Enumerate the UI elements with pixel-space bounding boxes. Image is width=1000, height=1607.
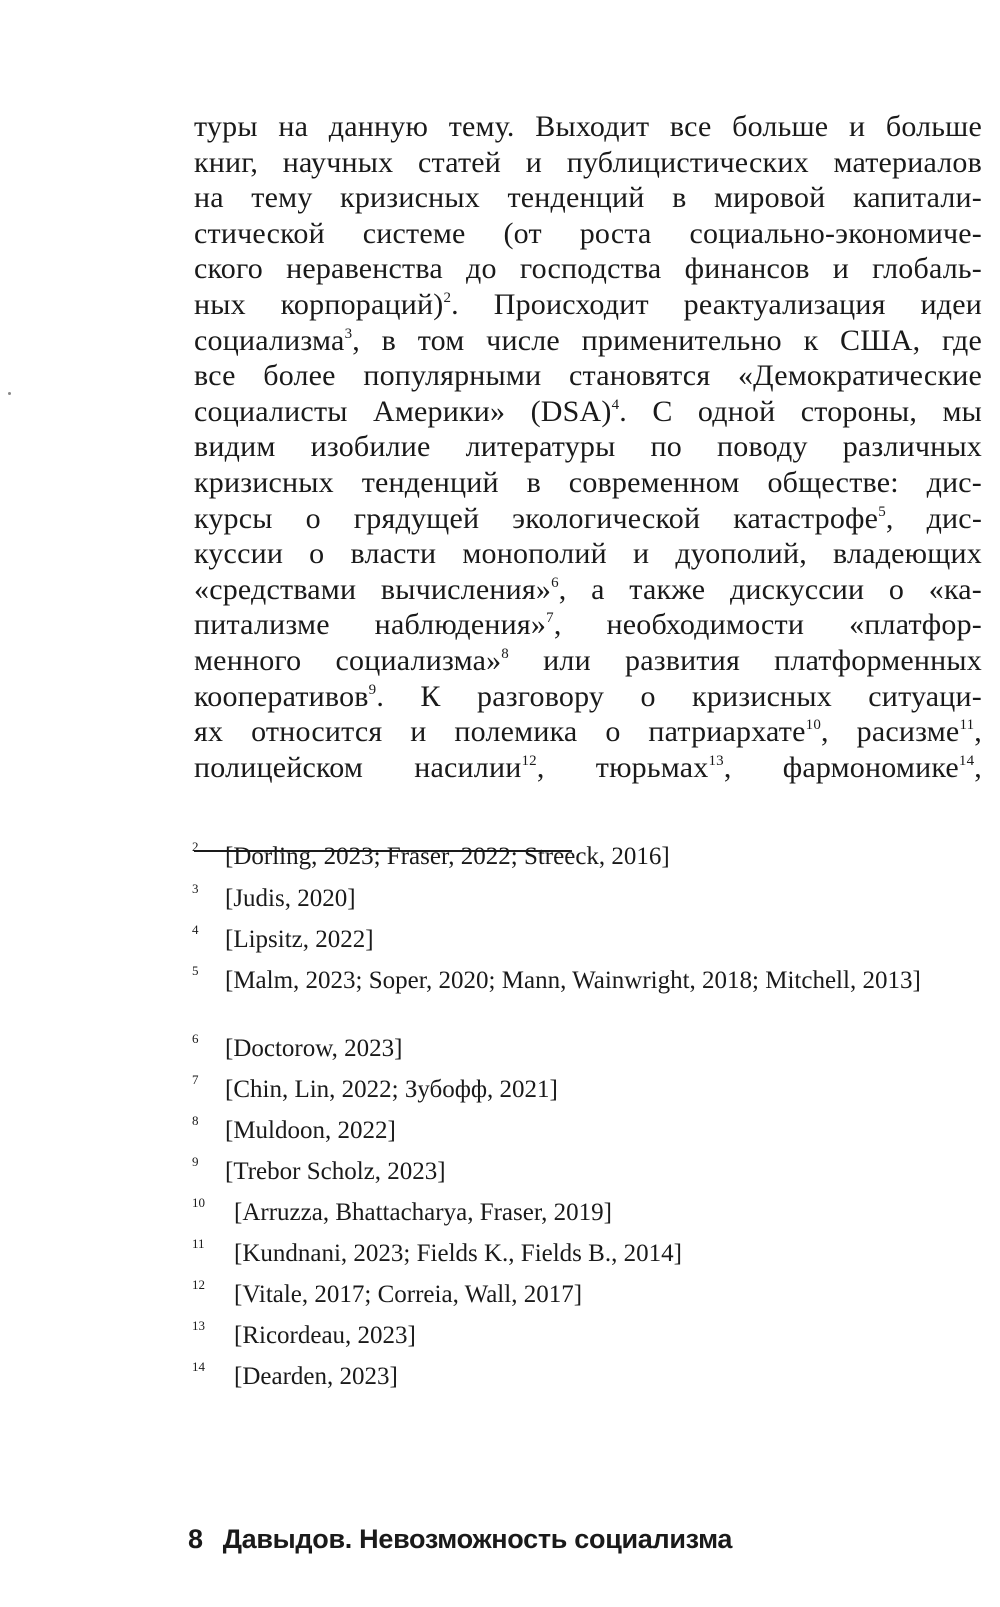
body-line (194, 642, 982, 679)
footnote-number: 14 (192, 1359, 205, 1374)
body-line (194, 428, 982, 465)
body-line (194, 606, 982, 643)
body-line (194, 179, 982, 216)
body-text-run: ского неравенства до господства финансов и глобаль- (194, 252, 982, 286)
footnote (192, 1318, 982, 1351)
footnote-number: 8 (192, 1113, 199, 1128)
footnote (192, 1359, 982, 1392)
footnote-number: 3 (192, 881, 199, 896)
body-line (194, 393, 982, 430)
footnote-citation: [Ricordeau, 2023] (234, 1322, 416, 1349)
body-line (194, 464, 982, 501)
body-text-run: . К разговору о кризисных ситуаци- (376, 679, 982, 713)
footnote-citation: [Dearden, 2023] (234, 1363, 398, 1390)
footnote (192, 1154, 982, 1187)
footnote-number: 10 (192, 1195, 205, 1210)
body-text-run: «средствами вычисления» (194, 572, 552, 606)
body-text-run: . Происходит реактуализация идеи (451, 288, 983, 321)
body-text-run: туры на данную тему. Выходит все больше и больше (194, 110, 982, 143)
body-text-run: , фармономике (723, 750, 959, 784)
body-text-run: менного социализма» (194, 644, 502, 677)
body-text-run: , тюрьмах (536, 750, 709, 784)
footnote (192, 1072, 982, 1105)
footnote (192, 963, 982, 996)
footnote-number: 11 (192, 1236, 205, 1251)
body-text-run: . С одной стороны, мы (619, 394, 982, 428)
footnote-citation: [Kundnani, 2023; Fields K., Fields B., 2014] (234, 1240, 682, 1267)
footnote-citation: [Dorling, 2023; Fraser, 2022; Streeck, 2016] (225, 843, 670, 870)
page-footer (188, 1524, 732, 1555)
body-line (194, 535, 982, 572)
footnote-citation: [Lipsitz, 2022] (225, 926, 374, 953)
body-text-run: кризисных тенденций в современном обществе: дис- (194, 466, 982, 499)
body-text-run: , необходимости «платфор- (553, 608, 982, 642)
footnote (192, 922, 982, 955)
body-text-run: социалисты Америки» (DSA) (194, 394, 612, 428)
footnote-number: 12 (192, 1277, 205, 1292)
body-text-run: ях относится и полемика о патриархате (194, 715, 806, 749)
footnote-ref: 6 (551, 574, 559, 591)
body-text-run: питализме наблюдения» (194, 608, 547, 642)
footnote-ref: 9 (368, 681, 377, 698)
footnote (192, 881, 982, 914)
footnote-ref: 8 (501, 646, 509, 662)
body-text-run: , (974, 715, 982, 749)
footnote-citation: [Chin, Lin, 2022; Зубофф, 2021] (225, 1076, 558, 1103)
footnote-ref: 10 (805, 717, 822, 734)
footnote-citation: [Vitale, 2017; Correia, Wall, 2017] (234, 1281, 583, 1308)
footnote-ref: 7 (546, 610, 554, 627)
footnote-ref: 3 (344, 325, 353, 342)
body-text-run: все более популярными становятся «Демократические (194, 359, 982, 393)
footnote-citation: [Trebor Scholz, 2023] (225, 1158, 446, 1185)
footnote-citation: [Arruzza, Bhattacharya, Fraser, 2019] (234, 1199, 612, 1226)
body-line (194, 749, 982, 786)
footnote (192, 1195, 982, 1228)
footnote-number: 13 (192, 1318, 205, 1333)
body-line (194, 286, 982, 323)
body-line (194, 713, 982, 750)
body-line (194, 322, 982, 359)
body-text-run: куссии о власти монополий и дуополий, владеющих (194, 537, 982, 571)
body-text-run: , расизме (821, 715, 960, 749)
body-text-run: курсы о грядущей экологической катастрофе (194, 501, 879, 535)
body-text-run: , в том числе применительно к США, где (352, 323, 982, 357)
body-text-run: ных корпораций) (194, 288, 444, 321)
footnote (192, 1277, 982, 1310)
footnote-ref: 13 (708, 752, 724, 769)
body-text-run: стической системе (от роста социально-экономиче- (194, 216, 982, 250)
footnote-ref: 14 (958, 752, 975, 769)
footnote-number: 5 (192, 963, 199, 978)
body-text-run: , а также дискуссии о «ка- (558, 572, 983, 606)
footnote-number: 9 (192, 1154, 199, 1169)
footnote-ref: 4 (611, 396, 620, 413)
body-text-run: на тему кризисных тенденций в мировой капитали- (194, 181, 982, 215)
body-line (194, 144, 982, 181)
footnote-citation: [Malm, 2023; Soper, 2020; Mann, Wainwright, 2018; Mitchell, 2013] (225, 967, 921, 994)
body-line (194, 215, 982, 252)
footnote-number: 7 (192, 1072, 199, 1087)
body-text-run: кооперативов (194, 679, 369, 713)
footnote-ref: 12 (521, 752, 537, 769)
footnote-ref: 5 (878, 503, 886, 520)
footnote (192, 1236, 982, 1269)
body-line (194, 250, 982, 287)
body-text-run: или развития платформенных (509, 644, 982, 677)
footnote-number: 6 (192, 1031, 199, 1046)
body-line (194, 571, 982, 608)
body-text-run: , дис- (885, 501, 983, 535)
body-line (194, 500, 982, 537)
body-text-run: видим изобилие литературы по поводу различных (194, 430, 982, 464)
body-text-run: , (974, 750, 982, 784)
body-text-run: книг, научных статей и публицистических материалов (194, 145, 982, 179)
footnote (192, 839, 982, 872)
footnote-number: 2 (192, 839, 199, 854)
footnote-ref: 2 (443, 290, 452, 306)
running-title: Давыдов. Невозможность социализма (222, 1524, 733, 1554)
body-text-run: социализма (194, 323, 345, 357)
body-line (194, 357, 982, 394)
footnote (192, 1113, 982, 1146)
footnote-ref: 11 (959, 717, 975, 734)
body-line (194, 678, 982, 715)
footnote-citation: [Doctorow, 2023] (225, 1035, 403, 1062)
footnote (192, 1031, 982, 1064)
footnote-citation: [Muldoon, 2022] (225, 1117, 396, 1144)
body-text-run: полицейском насилии (194, 750, 522, 784)
footnote-number: 4 (192, 922, 199, 937)
body-line (194, 108, 982, 145)
page-number: 8 (188, 1524, 203, 1554)
footnote-citation: [Judis, 2020] (225, 885, 356, 912)
scan-speck (8, 392, 11, 395)
